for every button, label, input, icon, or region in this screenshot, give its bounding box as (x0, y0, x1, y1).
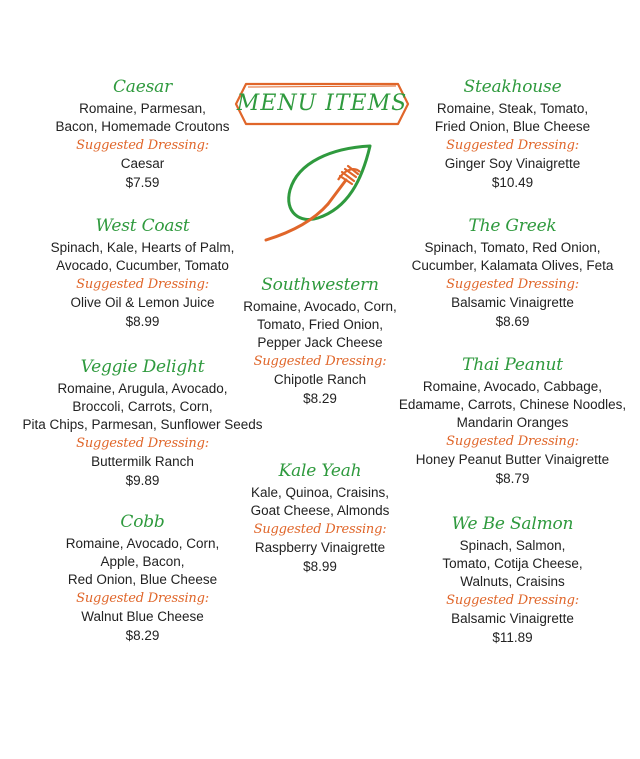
item-ingredients: Romaine, Parmesan, (79, 101, 206, 116)
item-dressing: Walnut Blue Cheese (81, 609, 204, 624)
item-ingredients: Pita Chips, Parmesan, Sunflower Seeds (22, 417, 263, 432)
item-ingredients: Romaine, Avocado, Corn, (65, 536, 220, 551)
item-name: Southwestern (261, 275, 379, 295)
suggested-label: Suggested Dressing: (446, 593, 579, 608)
menu-item-thai-peanut (385, 354, 640, 488)
suggested-label: Suggested Dressing: (446, 138, 579, 153)
item-name: Steakhouse (463, 77, 562, 97)
item-ingredients: Broccoli, Carrots, Corn, (72, 399, 213, 414)
item-dressing: Honey Peanut Butter Vinaigrette (415, 452, 610, 467)
item-price: $8.79 (495, 471, 530, 486)
suggested-label: Suggested Dressing: (76, 138, 209, 153)
item-price: $8.69 (495, 314, 530, 329)
item-ingredients: Romaine, Avocado, Cabbage, (422, 379, 603, 394)
item-ingredients: Pepper Jack Cheese (257, 335, 383, 350)
item-ingredients: Tomato, Fried Onion, (256, 317, 384, 332)
suggested-label: Suggested Dressing: (253, 522, 387, 537)
item-ingredients: Edamame, Carrots, Chinese Noodles, (398, 397, 627, 412)
item-dressing: Balsamic Vinaigrette (451, 611, 574, 626)
item-price: $7.59 (125, 175, 160, 190)
item-ingredients: Walnuts, Craisins (460, 574, 565, 589)
menu-item-caesar (0, 76, 285, 192)
item-price: $8.29 (125, 628, 160, 643)
item-ingredients: Cucumber, Kalamata Olives, Feta (411, 258, 614, 273)
item-ingredients: Romaine, Avocado, Corn, (243, 299, 397, 314)
item-name: We Be Salmon (451, 514, 574, 534)
item-dressing: Caesar (120, 156, 165, 171)
item-ingredients: Goat Cheese, Almonds (250, 503, 390, 518)
item-price: $9.89 (125, 473, 160, 488)
item-ingredients: Avocado, Cucumber, Tomato (56, 258, 229, 273)
item-price: $8.99 (125, 314, 160, 329)
item-ingredients: Mandarin Oranges (456, 415, 569, 430)
menu-item-southwestern (230, 274, 410, 408)
suggested-label: Suggested Dressing: (76, 591, 209, 606)
suggested-label: Suggested Dressing: (76, 436, 209, 451)
item-ingredients: Kale, Quinoa, Craisins, (250, 485, 390, 500)
item-name: The Greek (468, 216, 557, 236)
item-ingredients: Spinach, Tomato, Red Onion, (424, 240, 601, 255)
suggested-label: Suggested Dressing: (76, 277, 209, 292)
item-dressing: Chipotle Ranch (273, 372, 367, 387)
menu-item-we-be-salmon (385, 513, 640, 647)
page-title: MENU ITEMS (236, 91, 408, 116)
item-price: $8.29 (303, 391, 337, 406)
suggested-label: Suggested Dressing: (446, 277, 579, 292)
item-name: West Coast (95, 216, 190, 236)
item-name: Cobb (120, 512, 165, 532)
item-ingredients: Spinach, Kale, Hearts of Palm, (50, 240, 235, 255)
item-dressing: Olive Oil & Lemon Juice (70, 295, 215, 310)
item-ingredients: Apple, Bacon, (100, 554, 185, 569)
item-name: Kale Yeah (278, 461, 362, 481)
item-dressing: Balsamic Vinaigrette (451, 295, 574, 310)
item-ingredients: Spinach, Salmon, (459, 538, 566, 553)
item-ingredients: Tomato, Cotija Cheese, (442, 556, 583, 571)
item-dressing: Buttermilk Ranch (91, 454, 194, 469)
item-price: $11.89 (492, 630, 533, 645)
suggested-label: Suggested Dressing: (253, 354, 387, 369)
item-ingredients: Bacon, Homemade Croutons (55, 119, 230, 134)
item-ingredients: Romaine, Steak, Tomato, (436, 101, 589, 116)
item-name: Thai Peanut (462, 355, 563, 375)
item-name: Veggie Delight (80, 357, 205, 377)
item-ingredients: Fried Onion, Blue Cheese (434, 119, 591, 134)
item-name: Caesar (113, 77, 172, 97)
item-price: $10.49 (491, 175, 534, 190)
item-dressing: Raspberry Vinaigrette (254, 540, 386, 555)
item-ingredients: Romaine, Arugula, Avocado, (57, 381, 228, 396)
item-price: $8.99 (303, 559, 337, 574)
item-dressing: Ginger Soy Vinaigrette (444, 156, 581, 171)
menu-item-kale-yeah (230, 460, 410, 576)
suggested-label: Suggested Dressing: (446, 434, 579, 449)
menu-item-the-greek (385, 215, 640, 331)
item-ingredients: Red Onion, Blue Cheese (67, 572, 218, 587)
menu-item-steakhouse (385, 76, 640, 192)
